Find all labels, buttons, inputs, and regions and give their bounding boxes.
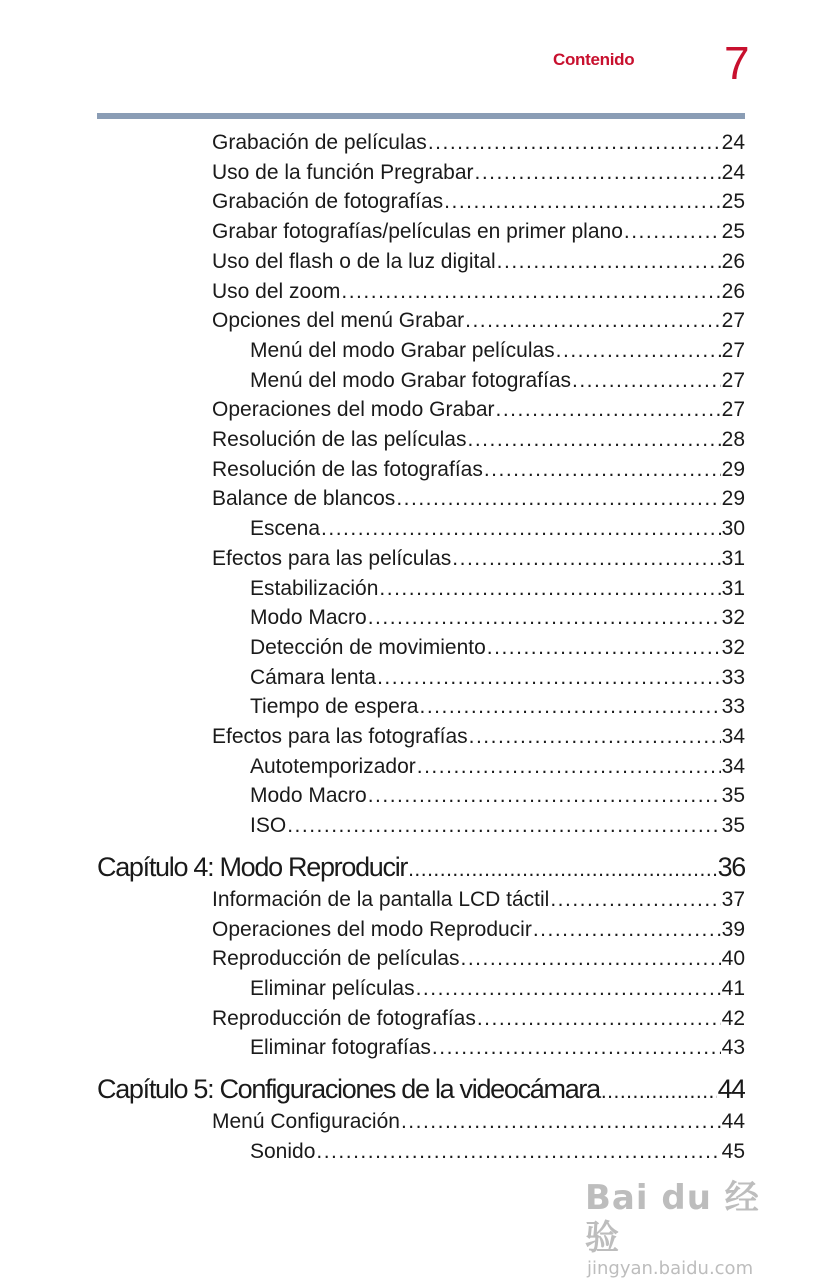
toc-leader-dots [556, 336, 721, 366]
toc-chapter-row[interactable] [97, 849, 745, 885]
toc-entry-page: 31 [721, 576, 745, 600]
watermark-url: jingyan.baidu.com [587, 1258, 754, 1279]
toc-entry-row[interactable] [212, 128, 745, 158]
toc-entry-page: 31 [721, 546, 745, 570]
toc-entry-page: 39 [721, 917, 745, 941]
toc-leader-dots [496, 395, 721, 425]
toc-leader-dots [572, 366, 721, 396]
toc-entry-title: Cámara lenta [250, 665, 377, 689]
toc-leader-dots [341, 277, 720, 307]
toc-entry-row[interactable] [250, 574, 745, 604]
toc-entry-row[interactable] [212, 544, 745, 574]
toc-leader-dots [377, 663, 721, 693]
toc-entry-title: Opciones del menú Grabar [212, 309, 465, 333]
toc-leader-dots [487, 633, 721, 663]
toc-entry-page: 45 [721, 1139, 745, 1163]
toc-entry-row[interactable] [250, 1033, 745, 1063]
toc-leader-dots [416, 974, 721, 1004]
toc-entry-title: Operaciones del modo Grabar [212, 398, 495, 422]
toc-entry-title: Reproducción de fotografías [212, 1006, 476, 1030]
toc-leader-dots [477, 1004, 721, 1034]
toc-entry-row[interactable] [212, 1004, 745, 1034]
toc-entry-page: 36 [717, 851, 745, 882]
toc-entry-row[interactable] [212, 915, 745, 945]
toc-entry-page: 27 [721, 338, 745, 362]
toc-leader-dots [467, 425, 720, 455]
toc-entry-page: 26 [721, 279, 745, 303]
toc-entry-title: Información de la pantalla LCD táctil [212, 887, 550, 911]
toc-leader-dots [428, 128, 721, 158]
toc-entry-row[interactable] [212, 885, 745, 915]
toc-entry-row[interactable] [212, 395, 745, 425]
toc-leader-dots [321, 514, 721, 544]
toc-entry-title: Uso del flash o de la luz digital [212, 249, 496, 273]
toc-leader-dots [444, 187, 720, 217]
toc-leader-dots [484, 455, 721, 485]
toc-entry-page: 29 [721, 457, 745, 481]
toc-entry-title: Eliminar fotografías [250, 1036, 431, 1060]
toc-entry-title: Tiempo de espera [250, 695, 419, 719]
toc-leader-dots [465, 306, 721, 336]
toc-entry-page: 40 [721, 947, 745, 971]
page-number: 7 [724, 37, 750, 89]
toc-entry-row[interactable] [250, 752, 745, 782]
toc-entry-row[interactable] [212, 187, 745, 217]
toc-entry-page: 25 [721, 220, 745, 244]
toc-leader-dots [601, 1074, 717, 1107]
toc-leader-dots [550, 885, 720, 915]
toc-entry-row[interactable] [250, 514, 745, 544]
toc-entry-row[interactable] [250, 336, 745, 366]
toc-entry-title: Balance de blancos [212, 487, 396, 511]
toc-leader-dots [475, 158, 721, 188]
toc-entry-page: 44 [721, 1110, 745, 1133]
toc-leader-dots [452, 544, 720, 574]
toc-chapter-row[interactable] [97, 1071, 745, 1107]
toc-leader-dots [368, 781, 721, 811]
toc-entry-row[interactable] [212, 944, 745, 974]
toc-entry-page: 42 [721, 1006, 745, 1030]
toc-entry-row[interactable] [212, 1107, 745, 1137]
toc-entry-title: Efectos para las fotografías [212, 725, 468, 748]
toc-entry-title: Escena [250, 517, 321, 541]
toc-entry-title: ISO [250, 814, 287, 838]
header-divider [97, 113, 745, 119]
toc-entry-title: Modo Macro [250, 606, 367, 630]
toc-entry-row[interactable] [212, 425, 745, 455]
toc-leader-dots [408, 852, 716, 885]
toc-leader-dots [533, 915, 721, 945]
toc-entry-title: Menú del modo Grabar películas [250, 338, 555, 362]
toc-entry-page: 27 [721, 309, 745, 333]
toc-entry-row[interactable] [212, 484, 745, 514]
toc-entry-page: 33 [721, 665, 745, 689]
toc-entry-page: 24 [721, 131, 745, 154]
toc-entry-title: Operaciones del modo Reproducir [212, 917, 532, 941]
toc-entry-row[interactable] [250, 366, 745, 396]
toc-leader-dots [417, 752, 721, 782]
toc-entry-row[interactable] [250, 781, 745, 811]
toc-entry-title: Resolución de las películas [212, 428, 467, 451]
toc-leader-dots [368, 603, 721, 633]
toc-entry-page: 41 [721, 976, 745, 1000]
toc-entry-page: 35 [721, 784, 745, 808]
toc-leader-dots [624, 217, 721, 247]
toc-entry-page: 37 [721, 887, 745, 911]
toc-entry-title: Resolución de las fotografías [212, 457, 483, 481]
toc-entry-title: Menú del modo Grabar fotografías [250, 368, 572, 392]
toc-entry-row[interactable] [212, 455, 745, 485]
toc-entry-page: 28 [721, 428, 745, 451]
toc-entry-title: Efectos para las películas [212, 546, 452, 570]
toc-entry-page: 29 [721, 487, 745, 511]
toc-entry-row[interactable] [250, 692, 745, 722]
toc-entry-title: Grabar fotografías/películas en primer plano [212, 220, 623, 244]
toc-leader-dots [379, 574, 720, 604]
toc-entry-row[interactable] [212, 247, 745, 277]
toc-entry-title: Reproducción de películas [212, 947, 460, 971]
toc-entry-title: Estabilización [250, 576, 379, 600]
toc-entry-page: 35 [721, 814, 745, 838]
toc-leader-dots [419, 692, 720, 722]
toc-entry-row[interactable] [250, 663, 745, 693]
toc-entry-row[interactable] [250, 633, 745, 663]
toc-entry-title: Capítulo 4: Modo Reproducir [97, 851, 408, 882]
toc-leader-dots [469, 722, 721, 752]
toc-entry-row[interactable] [250, 974, 745, 1004]
toc-entry-row[interactable] [212, 217, 745, 247]
toc-entry-row[interactable] [212, 306, 745, 336]
toc-leader-dots [316, 1137, 720, 1167]
toc-entry-title: Menú Configuración [212, 1110, 400, 1133]
toc-entry-row[interactable] [250, 603, 745, 633]
toc-entry-row[interactable] [250, 1137, 745, 1167]
toc-entry-title: Sonido [250, 1139, 316, 1163]
toc-leader-dots [461, 944, 721, 974]
toc-entry-title: Detección de movimiento [250, 635, 486, 659]
toc-entry-title: Capítulo 5: Configuraciones de la videocámara [97, 1074, 600, 1104]
toc-leader-dots [497, 247, 721, 277]
toc-entry-page: 25 [721, 190, 745, 214]
toc-entry-page: 27 [721, 398, 745, 422]
toc-entry-page: 43 [721, 1036, 745, 1060]
toc-entry-page: 32 [721, 606, 745, 630]
toc-leader-dots [396, 484, 720, 514]
toc-entry-title: Eliminar películas [250, 976, 415, 1000]
toc-entry-page: 26 [721, 249, 745, 273]
toc-entry-page: 24 [721, 160, 745, 184]
toc-leader-dots [432, 1033, 721, 1063]
toc-entry-page: 30 [721, 517, 745, 541]
toc-entry-title: Uso del zoom [212, 279, 341, 303]
toc-entry-page: 34 [721, 725, 745, 748]
toc-leader-dots [287, 811, 720, 841]
toc-entry-row[interactable] [212, 158, 745, 188]
toc-entry-page: 34 [721, 754, 745, 778]
toc-entry-row[interactable] [212, 722, 745, 752]
toc-entry-title: Grabación de fotografías [212, 190, 444, 214]
toc-entry-row[interactable] [212, 277, 745, 307]
toc-leader-dots [401, 1107, 721, 1137]
toc-entry-title: Modo Macro [250, 784, 367, 808]
baidu-logo-icon: Bai du 经验 [585, 1178, 760, 1258]
watermark [585, 1178, 775, 1279]
toc-entry-page: 44 [717, 1074, 745, 1104]
toc-entry-page: 33 [721, 695, 745, 719]
running-header-section: Contenido [553, 50, 635, 69]
toc-entry-title: Grabación de películas [212, 131, 427, 154]
toc-entry-row[interactable] [250, 811, 745, 841]
toc-entry-title: Autotemporizador [250, 754, 416, 778]
toc-entry-page: 27 [721, 368, 745, 392]
toc-entry-title: Uso de la función Pregrabar [212, 160, 474, 184]
toc-entry-page: 32 [721, 635, 745, 659]
